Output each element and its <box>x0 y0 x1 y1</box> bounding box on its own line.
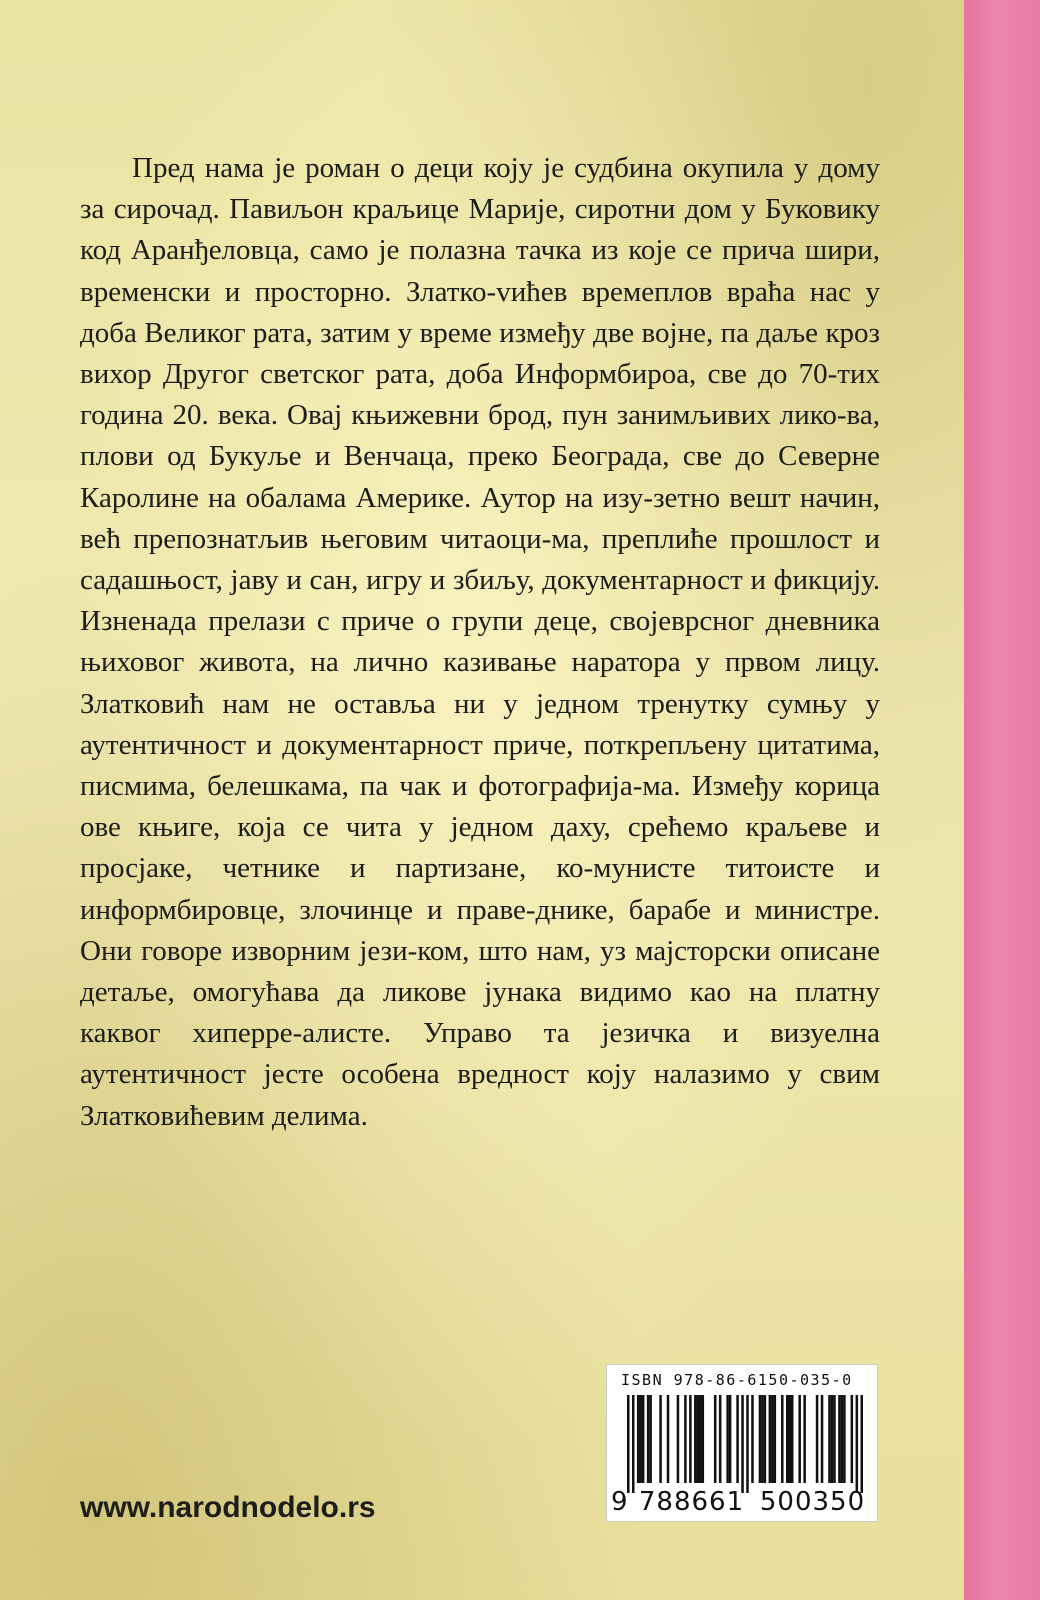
barcode-bar <box>667 1395 670 1483</box>
barcode-bar <box>803 1395 806 1483</box>
barcode-bar <box>851 1395 854 1483</box>
barcode-bar <box>702 1395 705 1483</box>
pink-spine-strip <box>964 0 1040 1600</box>
barcode-bar <box>861 1395 863 1493</box>
barcode-bar <box>741 1395 744 1493</box>
ean-first-digit: 9 <box>611 1487 628 1517</box>
barcode-bar <box>659 1395 662 1483</box>
barcode-bar <box>771 1395 774 1483</box>
barcode-bar <box>642 1395 645 1483</box>
barcode-bar <box>788 1395 791 1483</box>
barcode-bar <box>831 1395 834 1483</box>
ean-right-group: 500350 <box>759 1487 866 1517</box>
barcode-bar <box>841 1395 844 1483</box>
barcode-bar <box>798 1395 801 1483</box>
barcode-bar <box>632 1395 635 1493</box>
barcode-bar <box>719 1395 722 1483</box>
barcode-bar <box>816 1395 819 1483</box>
ean-digits <box>611 1487 873 1517</box>
isbn-barcode-panel <box>606 1364 878 1522</box>
barcode-bar <box>699 1395 702 1483</box>
barcode-bar <box>774 1395 777 1483</box>
book-description: Пред нама је роман о деци коју је судбина окупила у дому за сирочад. Павиљон краљице Марије, сиротни дом у Буковику код Аранђеловца, само је полазна тачка из које се прича шири, временски и просторно. Златко-vићев времеплов враћа нас у доба Великог рата, затим у време између две војне, па даље кроз вихор Другог светског рата, доба Информбироа, све до 70-тих година 20. века. Овај књижевни брод, пун занимљивих лико-ва, плови од Букуље и Венчаца, преко Београда, све до Северне Каролине на обалама Америке. Аутор на изу-зетно вешт начин, већ препознатљив његовим читаоци-ма, преплиће прошлост и садашњост, јаву и сан, игру и збиљу, документарност и фикцију. Изненада прелази с приче о групи деце, својеврсног дневника њиховог живота, на лично казивање наратора у првом лицу. Златковић нам не оставља ни у једном тренутку сумњу у аутентичност и документарност приче, поткрепљену цитатима, писмима, белешкама, па чак и фотографија-ма. Између корица ове књиге, која се чита у једном даху, срећемо краљеве и просјаке, четнике и партизане, ко-мунисте титоисте и информбировце, злочинце и праве-днике, барабе и министре. Они говоре изворним јези-ком, што нам, уз мајсторски описане детаље, омогућава да ликове јунака видимо као на платну каквог хиперре-алисте. Управо та језичка и визуелна аутентичност јесте особена вредност коју налазимо у свим Златковићевим делима. <box>80 152 880 1132</box>
barcode-bar <box>764 1395 767 1483</box>
barcode-bar <box>838 1395 841 1483</box>
barcode-bar <box>761 1395 764 1483</box>
barcode-bar <box>639 1395 642 1483</box>
barcode-bar <box>694 1395 697 1483</box>
publisher-website[interactable]: www.narodnodelo.rs <box>80 1491 376 1524</box>
barcode-bar <box>714 1395 717 1483</box>
barcode-bar <box>697 1395 700 1483</box>
barcode-bar <box>729 1395 732 1483</box>
barcode-bar <box>649 1395 652 1483</box>
barcode-bar <box>781 1395 784 1483</box>
barcode-bar <box>746 1395 749 1493</box>
barcode-bar <box>828 1395 831 1483</box>
barcode-bar <box>791 1395 794 1483</box>
barcode-bar <box>736 1395 739 1483</box>
barcode-bar <box>637 1395 640 1483</box>
barcode-bar <box>843 1395 846 1483</box>
barcode-bar <box>726 1395 729 1483</box>
barcode-bar <box>627 1395 630 1493</box>
barcode-bar <box>684 1395 687 1483</box>
barcode-graphic <box>627 1395 863 1493</box>
barcode-bar <box>689 1395 692 1483</box>
barcode-bar <box>856 1395 859 1493</box>
barcode-bar <box>786 1395 789 1483</box>
barcode-bar <box>677 1395 680 1483</box>
ean-left-group: 788661 <box>638 1487 745 1517</box>
barcode-bar <box>647 1395 650 1483</box>
barcode-bar <box>759 1395 762 1483</box>
barcode-bar <box>833 1395 836 1483</box>
barcode-bar <box>821 1395 824 1483</box>
barcode-bar <box>769 1395 772 1483</box>
barcode-bar <box>751 1395 754 1483</box>
isbn-label: ISBN 978-86-6150-035-0 <box>621 1371 853 1389</box>
